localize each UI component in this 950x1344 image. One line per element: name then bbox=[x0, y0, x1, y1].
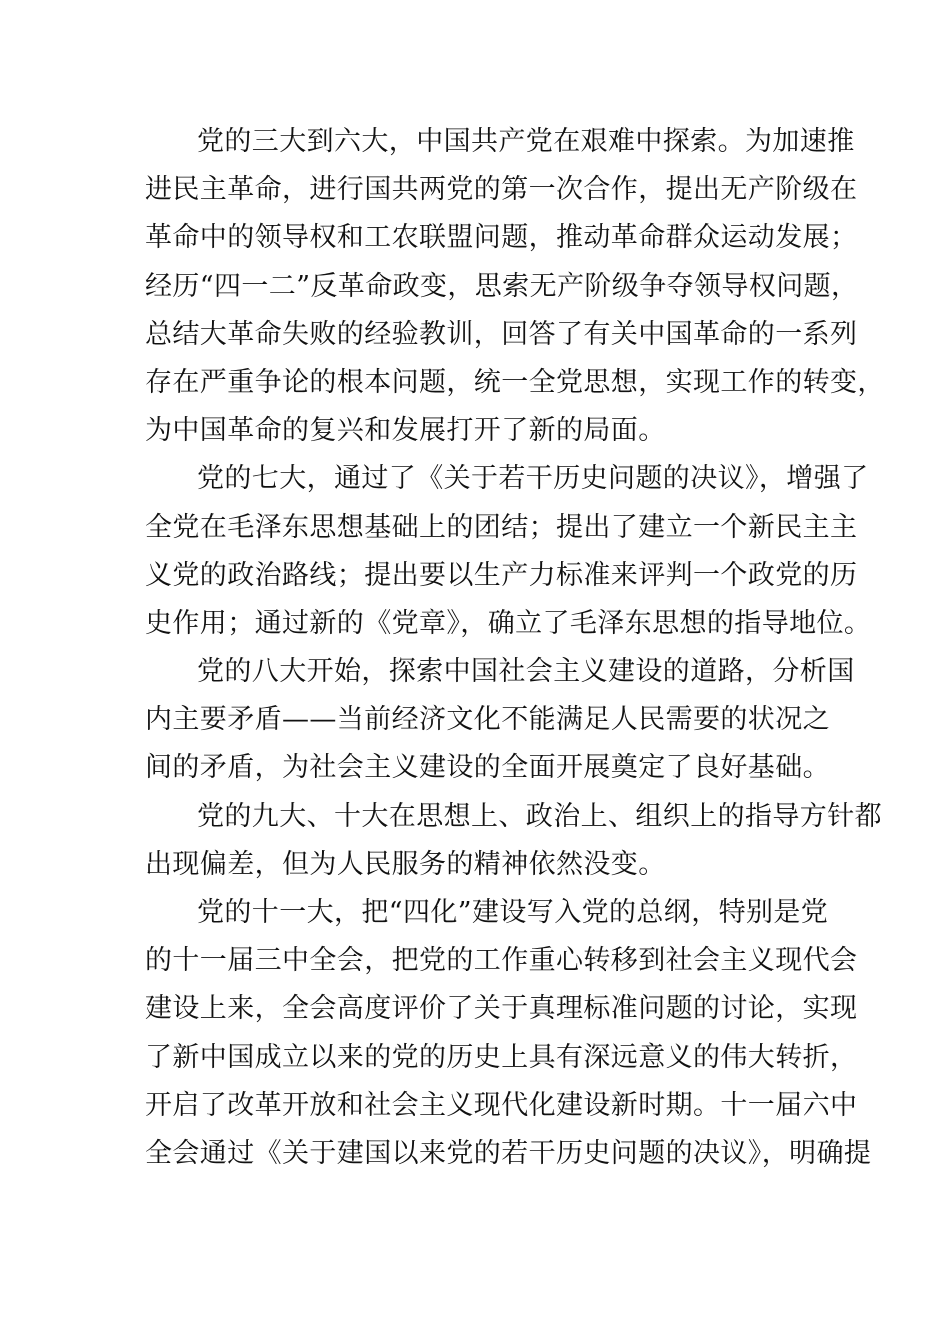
paragraph-line: 进民主革命，进行国共两党的第一次合作，提出无产阶级在 bbox=[145, 174, 858, 206]
paragraph-1 bbox=[145, 118, 885, 455]
paragraph-line: 经历“四一二”反革命政变，思索无产阶级争夺领导权问题， bbox=[145, 270, 859, 302]
paragraph-line: 了新中国成立以来的党的历史上具有深远意义的伟大转折， bbox=[145, 1041, 858, 1073]
document-body bbox=[145, 118, 885, 1178]
paragraph-line: 党的七大，通过了《关于若干历史问题的决议》，增强了 bbox=[197, 463, 869, 495]
paragraph-line: 的十一届三中全会，把党的工作重心转移到社会主义现代会 bbox=[145, 945, 858, 977]
paragraph-line: 存在严重争论的根本问题，统一全党思想，实现工作的转变， bbox=[145, 366, 885, 398]
paragraph-line: 全党在毛泽东思想基础上的团结；提出了建立一个新民主主 bbox=[145, 511, 858, 543]
paragraph-line: 史作用；通过新的《党章》，确立了毛泽东思想的指导地位。 bbox=[145, 607, 872, 639]
paragraph-line: 党的八大开始，探索中国社会主义建设的道路，分析国 bbox=[197, 656, 855, 688]
paragraph-line: 党的十一大，把“四化”建设写入党的总纲，特别是党 bbox=[197, 897, 829, 928]
paragraph-line: 党的三大到六大，中国共产党在艰难中探索。为加速推 bbox=[197, 126, 855, 157]
paragraph-3 bbox=[145, 648, 855, 793]
paragraph-5 bbox=[145, 889, 872, 1178]
paragraph-line: 内主要矛盾——当前经济文化不能满足人民需要的状况之 bbox=[145, 704, 830, 736]
paragraph-line: 党的九大、十大在思想上、政治上、组织上的指导方针都 bbox=[197, 800, 882, 832]
paragraph-line: 间的矛盾，为社会主义建设的全面开展奠定了良好基础。 bbox=[145, 752, 830, 784]
paragraph-line: 全会通过《关于建国以来党的若干历史问题的决议》，明确提 bbox=[145, 1137, 872, 1169]
paragraph-line: 总结大革命失败的经验教训，回答了有关中国革命的一系列 bbox=[145, 318, 858, 350]
paragraph-2 bbox=[145, 455, 872, 648]
paragraph-4 bbox=[145, 793, 882, 889]
paragraph-line: 开启了改革开放和社会主义现代化建设新时期。十一届六中 bbox=[145, 1089, 858, 1121]
paragraph-line: 义党的政治路线；提出要以生产力标准来评判一个政党的历 bbox=[145, 559, 858, 591]
paragraph-line: 革命中的领导权和工农联盟问题，推动革命群众运动发展； bbox=[145, 222, 858, 254]
paragraph-line: 为中国革命的复兴和发展打开了新的局面。 bbox=[145, 415, 666, 447]
paragraph-line: 出现偏差，但为人民服务的精神依然没变。 bbox=[145, 848, 666, 880]
paragraph-line: 建设上来，全会高度评价了关于真理标准问题的讨论，实现 bbox=[145, 993, 858, 1025]
